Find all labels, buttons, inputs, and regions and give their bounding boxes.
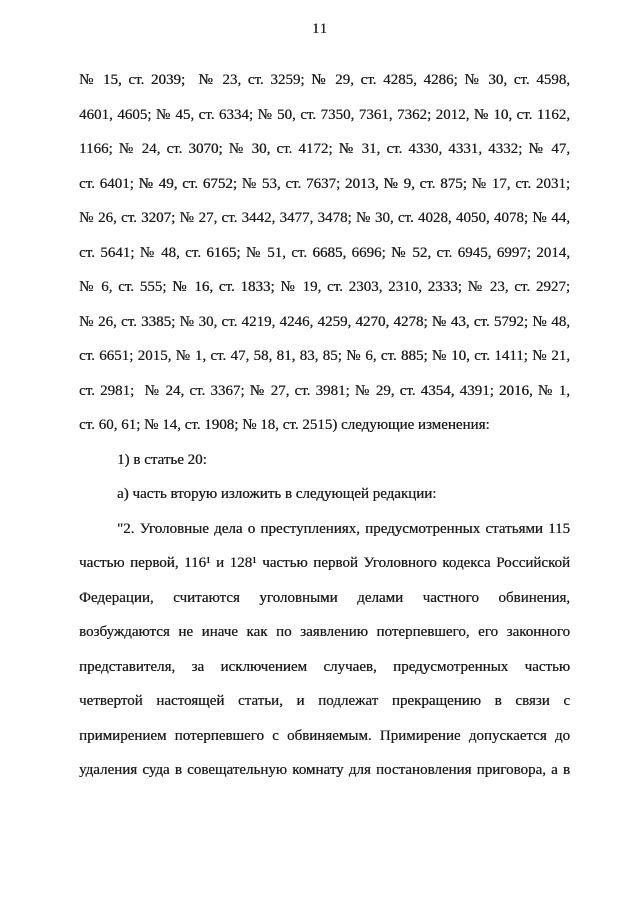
text-line: удаления суда в совещательную комнату для постановления приговора, а в xyxy=(79,762,570,778)
text-line: 4601, 4605; № 45, ст. 6334; № 50, ст. 7350, 7361, 7362; 2012, № 10, ст. 1162, xyxy=(79,106,570,123)
text-line: ст. 2981; № 24, ст. 3367; № 27, ст. 3981; № 29, ст. 4354, 4391; 2016, № 1, xyxy=(79,382,570,399)
text-line: возбуждаются не иначе как по заявлению потерпевшего, его законного xyxy=(79,624,570,640)
text-line: 1) в статье 20: xyxy=(117,451,207,468)
text-line: ст. 6401; № 49, ст. 6752; № 53, ст. 7637; 2013, № 9, ст. 875; № 17, ст. 2031; xyxy=(79,175,570,192)
text-line: ст. 5641; № 48, ст. 6165; № 51, ст. 6685, 6696; № 52, ст. 6945, 6997; 2014, xyxy=(79,244,570,261)
page-number: 11 xyxy=(312,21,328,37)
text-block xyxy=(79,63,570,788)
text-line: частью первой, 116¹ и 128¹ частью первой Уголовного кодекса Российской xyxy=(79,555,570,571)
text-line: Федерации, считаются уголовными делами частного обвинения, xyxy=(79,589,570,606)
text-line: примирением потерпевшего с обвиняемым. Примирение допускается до xyxy=(79,727,570,744)
text-line: № 6, ст. 555; № 16, ст. 1833; № 19, ст. 2303, 2310, 2333; № 23, ст. 2927; xyxy=(79,279,570,295)
text-line: ст. 6651; 2015, № 1, ст. 47, 58, 81, 83, 85; № 6, ст. 885; № 10, ст. 1411; № 21, xyxy=(79,348,570,364)
text-line: четвертой настоящей статьи, и подлежат прекращению в связи с xyxy=(79,693,570,709)
text-line: № 26, ст. 3385; № 30, ст. 4219, 4246, 4259, 4270, 4278; № 43, ст. 5792; № 48, xyxy=(79,313,570,330)
text-line: представителя, за исключением случаев, предусмотренных частью xyxy=(79,658,570,675)
text-line: ст. 60, 61; № 14, ст. 1908; № 18, ст. 2515) следующие изменения: xyxy=(79,417,490,433)
text-line: 1166; № 24, ст. 3070; № 30, ст. 4172; № 31, ст. 4330, 4331, 4332; № 47, xyxy=(79,141,570,157)
text-line: № 26, ст. 3207; № 27, ст. 3442, 3477, 3478; № 30, ст. 4028, 4050, 4078; № 44, xyxy=(79,210,570,226)
text-line: № 15, ст. 2039; № 23, ст. 3259; № 29, ст. 4285, 4286; № 30, ст. 4598, xyxy=(79,72,570,88)
text-line: а) часть вторую изложить в следующей редакции: xyxy=(117,486,437,502)
text-line: "2. Уголовные дела о преступлениях, предусмотренных статьями 115 xyxy=(117,520,570,537)
